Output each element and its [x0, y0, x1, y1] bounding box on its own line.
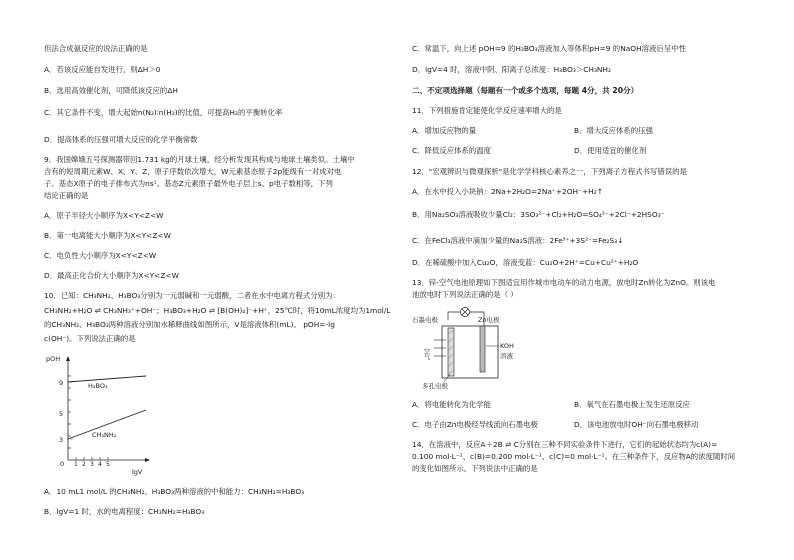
y-tick-5: 5 [59, 410, 64, 418]
porous-electrode [448, 328, 454, 376]
section-2-heading: 二、不定项选择题（每题有一个或多个选项，每题 4分，共 20分） [412, 86, 639, 95]
q10-option-d: D．lgV=4 时，溶液中阴、阳离子总浓度：H₃BO₃＞CH₃NH₂ [412, 65, 611, 74]
q10-stem-line-3: 的CH₃NH₂、H₃BO₃两种溶液分别加水稀释曲线如图所示，V是溶液体积(mL)。 pOH=-lg [44, 320, 335, 329]
series-label-h3bo3: H₃BO₃ [88, 382, 108, 390]
q8-option-b: B．选用高效催化剂，可降低该反应的ΔH [44, 86, 178, 95]
graph-origin: 0 [60, 460, 65, 468]
q13-stem-line-2: 池放电时下列说法正确的是（ ） [412, 290, 518, 299]
q9-option-c: C．电负性大小顺序为X<Y<Z<W [44, 251, 157, 260]
q10-stem-line-1: 10．已知：CH₃NH₂、H₃BO₃分别为一元弱碱和一元弱酸，二者在水中电离方程式分别为： [44, 291, 340, 300]
q12-stem: 12．"宏观辨识与微观探析"是化学学科核心素养之一，下列离子方程式书写错误的是 [412, 167, 687, 176]
q8-option-c: C．其它条件不变，增大起始n(N₂)∶n(H₂)的比值，可提高H₂的平衡转化率 [44, 108, 283, 117]
q10-stem-line-2: CH₃NH₂+H₂O ⇌ CH₃NH₃⁺+OH⁻；H₃BO₃+H₂O ⇌ [B(OH)₄]⁻+H⁺，25℃时，将10mL浓度均为1mol/L [44, 306, 391, 315]
q10-option-a: A．10 mL1 mol/L 的CH₃NH₂、H₃BO₃两种溶液的中和能力：CH₃NH₂=H₃BO₃ [44, 487, 305, 496]
q9-option-b: B．第一电离能大小顺序为X<Y<Z<W [44, 231, 171, 240]
q10-option-c: C．常温下，向上述 pOH=9 的H₃BO₃溶液加入等体积pH=9 的NaOH溶液后呈中性 [412, 44, 686, 53]
x-tick-4: 4 [98, 461, 102, 468]
q12-option-a: A．在水中投入小块钠：2Na+2H₂O=2Na⁺+2OH⁻+H₂↑ [412, 187, 603, 196]
graph-ylabel: pOH [46, 355, 61, 363]
y-tick-9: 9 [59, 379, 64, 387]
q9-option-d: D．最高正化合价大小顺序为X<Y<Z<W [44, 271, 179, 280]
series-label-ch3nh2: CH₃NH₂ [92, 431, 117, 439]
q8-option-a: A．若该反应能自发进行，则ΔH＞0 [44, 65, 161, 74]
zinc-air-cell-diagram [412, 300, 532, 392]
q12-option-d: D．在稀硫酸中加入Cu₂O，溶液变蓝：Cu₂O+2H⁺=Cu+Cu²⁺+H₂O [412, 258, 639, 267]
q13-option-d: D．该电池放电时OH⁻向石墨电极移动 [574, 420, 699, 429]
q9-option-a: A．原子半径大小顺序为X<Y<Z<W [44, 211, 164, 220]
q11-option-a: A．增加反应物的量 [412, 126, 477, 135]
q9-stem-line-1: 9．我国嫦娥五号探测器带回1.731 kg的月球土壤，经分析发现其构成与地球土壤类似。土壤中 [44, 155, 355, 164]
q9-stem-line-3: 子。基态X原子的电子排布式为ns¹。基态Z元素原子最外电子层上s、p电子数相等，下列 [44, 179, 333, 188]
q9-stem-line-4: 结论正确的是 [44, 191, 89, 200]
q8-option-d: D．提高体系的压强可增大反应的化学平衡常数 [44, 135, 198, 144]
q12-option-c: C．在FeCl₃溶液中滴加少量的Na₂S溶液：2Fe³⁺+3S²⁻=Fe₂S₃↓ [412, 236, 624, 245]
graph-xlabel: lgV [132, 468, 143, 476]
q11-option-d: D．使用适宜的催化剂 [574, 146, 647, 155]
air-label: 空气 [422, 348, 430, 360]
electrolyte-label-bottom: 溶液 [500, 352, 513, 360]
q13-option-c: C．电子由Zn电极经导线流向石墨电极 [412, 420, 538, 429]
porous-electrode-label: 多孔电极 [422, 382, 448, 390]
q13-option-b: B．氧气在石墨电极上发生还原反应 [574, 400, 690, 409]
zn-electrode [480, 326, 485, 372]
electrolyte-label-top: KOH [500, 342, 514, 350]
q14-stem-line-1: 14．在溶液中，反应A＋2B ⇌ C分别在三种不同实验条件下进行，它们的起始状态均为c(A)= [412, 440, 718, 449]
x-tick-3: 3 [90, 461, 94, 468]
q10-stem-line-4: c(OH⁻)。下列说法正确的是 [44, 334, 136, 343]
q12-option-b: B．用Na₂SO₃溶液吸收少量Cl₂：3SO₃²⁻+Cl₂+H₂O=SO₄²⁻+2Cl⁻+2HSO₃⁻ [412, 210, 665, 219]
q11-option-c: C．降低反应体系的温度 [412, 146, 492, 155]
x-tick-5: 5 [106, 461, 110, 468]
dilution-graph [44, 352, 154, 477]
zn-electrode-label: Zn电极 [478, 316, 500, 324]
q13-stem-line-1: 13．锌-空气电池原理如下图适宜用作城市电动车的动力电源，放电时Zn转化为ZnO。则该电 [412, 278, 716, 287]
x-tick-2: 2 [82, 461, 86, 468]
graphite-electrode-label: 石墨电极 [412, 316, 438, 324]
q11-stem: 11．下列措施肯定能使化学反应速率增大的是 [412, 106, 562, 115]
q14-stem-line-3: 的变化如图所示。下列说法中正确的是 [412, 464, 538, 473]
q11-option-b: B．增大反应体系的压强 [574, 126, 653, 135]
q8-stem-tail: 但法合成氨反应的说法正确的是 [44, 44, 148, 53]
q10-option-b: B．lgV=1 时，水的电离程度：CH₃NH₂=H₃BO₃ [44, 507, 205, 516]
x-tick-1: 1 [74, 461, 78, 468]
y-tick-3: 3 [59, 436, 64, 444]
q9-stem-line-2: 含有的短周期元素W、X、Y、Z，原子序数依次增大，W元素基态原子2p能级有一对成对电 [44, 167, 342, 176]
q14-stem-line-2: 0.100 mol·L⁻¹、c(B)=0.200 mol·L⁻¹、c(C)=0 mol·L⁻¹。在三种条件下，反应物A的浓度随时间 [412, 452, 736, 461]
q13-option-a: A．将电能转化为化学能 [412, 400, 491, 409]
